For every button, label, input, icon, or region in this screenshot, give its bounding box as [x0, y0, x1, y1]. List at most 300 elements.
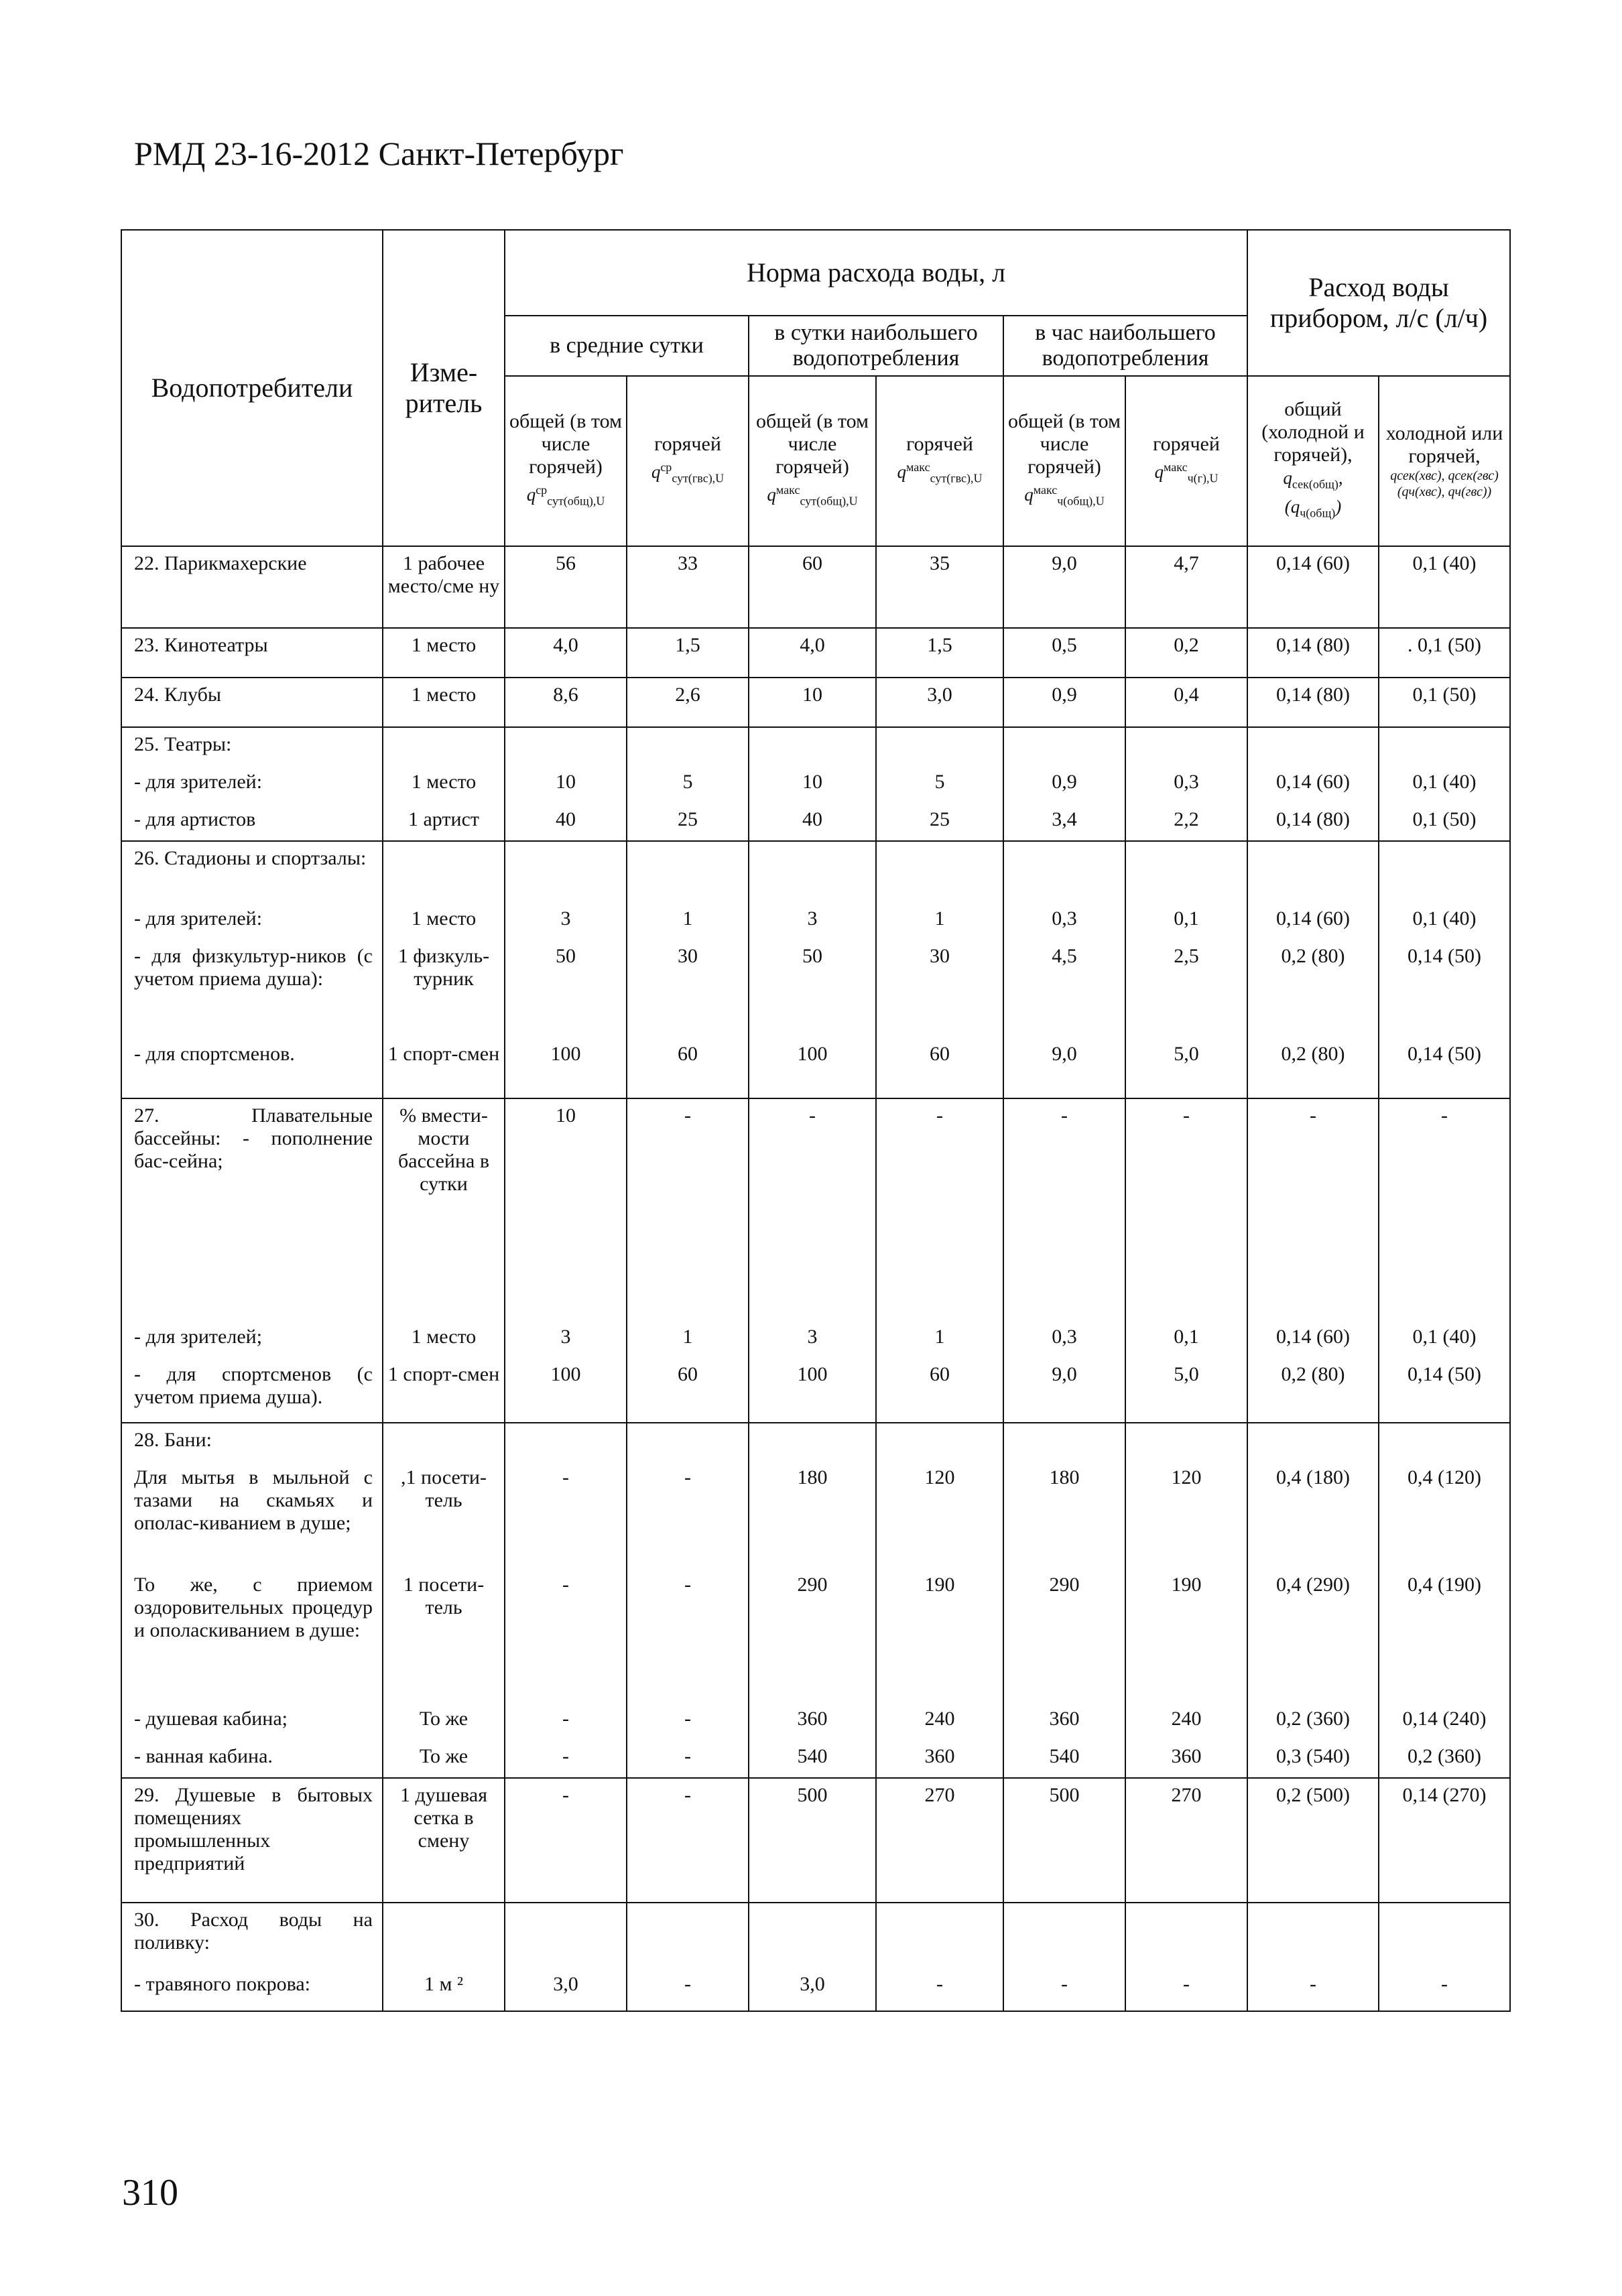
cell-line — [1004, 842, 1125, 902]
cell-line: 0,2 (360) — [1276, 1708, 1350, 1730]
consumer-cell — [121, 727, 383, 841]
value-cell — [1125, 628, 1247, 678]
cell-line: 10 — [556, 1104, 576, 1127]
cell-line: 500 — [797, 1784, 828, 1806]
cell-line: 0,1 — [1174, 1326, 1199, 1348]
cell-line — [505, 842, 626, 902]
cell-line: 24. Клубы — [134, 684, 222, 706]
cell-line: 1 физкуль-турник — [397, 945, 490, 990]
cell-line: - — [562, 1466, 569, 1488]
cell-line: 25. Театры: — [134, 733, 232, 755]
cell-line — [877, 1903, 1003, 1968]
cell-line — [1379, 1423, 1509, 1461]
consumer-cell — [121, 1098, 383, 1423]
value-cell — [1125, 678, 1247, 727]
cell-line: 0,3 (540) — [1276, 1745, 1350, 1767]
col-hour-total: общей (в том числе горячей) $q^{макс}_{ч(общ),U}$ — [1003, 376, 1125, 546]
cell-line: 100 — [797, 1043, 828, 1065]
cell-line: 240 — [924, 1708, 955, 1730]
cell-line — [877, 1423, 1003, 1461]
cell-line: 0,1 (50) — [1412, 684, 1477, 706]
value-cell — [1003, 727, 1125, 841]
col-unit: Изме-ритель — [383, 230, 505, 546]
cell-line: То же, с приемом оздоровительных процедур и ополаскиванием в душе: — [134, 1574, 373, 1641]
cell-line: 1 посети-тель — [403, 1574, 485, 1618]
cell-line: 10 — [802, 771, 822, 793]
cell-line — [1004, 728, 1125, 765]
cell-line: - — [684, 1973, 691, 1995]
cell-line — [1379, 1903, 1509, 1968]
value-cell — [505, 841, 627, 1098]
cell-line: - — [936, 1973, 943, 1995]
cell-line: 0,1 (40) — [1412, 552, 1477, 574]
cell-line: 0,4 (190) — [1408, 1574, 1481, 1596]
value-cell — [1247, 678, 1379, 727]
cell-line: 4,5 — [1052, 945, 1077, 967]
consumer-cell — [121, 628, 383, 678]
table-row — [121, 546, 1510, 628]
value-cell — [1003, 1778, 1125, 1903]
cell-line: 3 — [807, 907, 818, 930]
col-avg-day: в средние сутки — [505, 316, 749, 376]
cell-line: 10 — [802, 684, 822, 706]
cell-line: 270 — [924, 1784, 955, 1806]
value-cell — [1003, 678, 1125, 727]
symbol: $q^{макс}_{сут(общ),U}$ — [767, 483, 858, 508]
value-cell — [1379, 1098, 1510, 1423]
cell-line: - — [562, 1784, 569, 1806]
cell-line: 0,2 (360) — [1408, 1745, 1481, 1767]
value-cell — [749, 546, 876, 628]
cell-line — [1004, 1423, 1125, 1461]
table-row — [121, 678, 1510, 727]
cell-line: 35 — [930, 552, 950, 574]
value-cell — [1125, 1778, 1247, 1903]
cell-line: 0,9 — [1052, 684, 1077, 706]
unit-cell — [383, 1423, 505, 1778]
cell-line: 0,4 (290) — [1276, 1574, 1350, 1596]
cell-line — [877, 728, 1003, 765]
value-cell — [749, 1098, 876, 1423]
cell-line — [749, 842, 875, 902]
cell-line: 360 — [1171, 1745, 1202, 1767]
cell-line: 0,3 — [1052, 1326, 1077, 1348]
cell-line: - для зрителей: — [134, 771, 263, 793]
value-cell — [505, 1423, 627, 1778]
value-cell — [1125, 1423, 1247, 1778]
cell-line: 360 — [1049, 1708, 1080, 1730]
cell-line: - — [809, 1104, 816, 1127]
cell-line: 360 — [924, 1745, 955, 1767]
cell-line — [1126, 1903, 1247, 1968]
cell-line: 1,5 — [675, 634, 700, 656]
cell-line: 60 — [802, 552, 822, 574]
symbol: $q^{ср}_{сут(гвс),U}$ — [651, 460, 725, 485]
cell-line: 360 — [797, 1708, 828, 1730]
cell-line: - — [1310, 1973, 1317, 1995]
consumer-cell — [121, 841, 383, 1098]
cell-line: - — [1441, 1104, 1448, 1127]
value-cell — [1003, 628, 1125, 678]
cell-line: 2,5 — [1174, 945, 1199, 967]
cell-line: - — [684, 1745, 691, 1767]
cell-line: Для мытья в мыльной с тазами на скамьях и ополас-киванием в душе; — [134, 1466, 373, 1534]
cell-line: 1 спорт-смен — [387, 1363, 500, 1385]
value-cell — [1003, 1903, 1125, 2011]
cell-line — [1379, 728, 1509, 765]
cell-line: 0,2 — [1174, 634, 1199, 656]
value-cell — [1247, 628, 1379, 678]
cell-line: То же — [419, 1708, 469, 1730]
cell-line: - — [1061, 1973, 1068, 1995]
value-cell — [505, 1903, 627, 2011]
unit-cell — [383, 628, 505, 678]
cell-line — [1126, 842, 1247, 902]
unit-cell — [383, 1098, 505, 1423]
cell-line: 0,1 — [1174, 907, 1199, 930]
value-cell — [876, 1423, 1003, 1778]
value-cell — [1379, 546, 1510, 628]
cell-line: 2,6 — [675, 684, 700, 706]
cell-line: 0,1 (40) — [1412, 907, 1477, 930]
cell-line: - — [1183, 1973, 1190, 1995]
value-cell — [1379, 1903, 1510, 2011]
cell-line: 9,0 — [1052, 1043, 1077, 1065]
cell-line — [505, 1903, 626, 1968]
cell-line — [1379, 842, 1509, 902]
cell-line — [1126, 728, 1247, 765]
cell-line: 190 — [1171, 1574, 1202, 1596]
value-cell — [1247, 1903, 1379, 2011]
unit-cell — [383, 546, 505, 628]
cell-line: 270 — [1171, 1784, 1202, 1806]
value-cell — [1379, 678, 1510, 727]
cell-line: 5 — [934, 771, 945, 793]
cell-line: 100 — [550, 1363, 581, 1385]
cell-line: - для артистов — [134, 808, 256, 830]
cell-line: 120 — [1171, 1466, 1202, 1488]
cell-line: 190 — [924, 1574, 955, 1596]
cell-line: 1 душевая сетка в смену — [399, 1784, 488, 1852]
cell-line: - — [684, 1104, 691, 1127]
cell-line: 540 — [797, 1745, 828, 1767]
cell-line: 1 место — [411, 684, 477, 706]
table-body — [121, 546, 1510, 2011]
value-cell — [749, 678, 876, 727]
cell-line: 25 — [678, 808, 698, 830]
cell-line: 0,5 — [1052, 634, 1077, 656]
value-cell — [627, 1098, 749, 1423]
cell-line: 240 — [1171, 1708, 1202, 1730]
unit-cell — [383, 841, 505, 1098]
cell-line: 23. Кинотеатры — [134, 634, 268, 656]
cell-line: 180 — [797, 1466, 828, 1488]
cell-line: 0,14 (80) — [1276, 684, 1350, 706]
table-row — [121, 1903, 1510, 2011]
value-cell — [627, 841, 749, 1098]
value-cell — [1003, 546, 1125, 628]
cell-line: 0,14 (270) — [1402, 1784, 1487, 1806]
cell-line: 3 — [807, 1326, 818, 1348]
value-cell — [1125, 546, 1247, 628]
cell-line: - травяного покрова: — [134, 1973, 311, 1995]
cell-line: - для зрителей: — [134, 907, 263, 930]
cell-line — [1248, 1903, 1378, 1968]
cell-line: 0,4 — [1174, 684, 1199, 706]
unit-cell — [383, 1778, 505, 1903]
cell-line: - ванная кабина. — [134, 1745, 273, 1767]
value-cell — [876, 841, 1003, 1098]
value-cell — [749, 1778, 876, 1903]
cell-line: 540 — [1049, 1745, 1080, 1767]
cell-line: 0,14 (80) — [1276, 634, 1350, 656]
cell-line: - — [684, 1784, 691, 1806]
value-cell — [749, 1423, 876, 1778]
value-cell — [876, 678, 1003, 727]
cell-line: - душевая кабина; — [134, 1708, 288, 1730]
cell-line: 290 — [797, 1574, 828, 1596]
cell-line: 1 — [682, 1326, 693, 1348]
cell-line: 5,0 — [1174, 1043, 1199, 1065]
cell-line: То же — [419, 1745, 469, 1767]
cell-line: 0,14 (60) — [1276, 552, 1350, 574]
cell-line: 180 — [1049, 1466, 1080, 1488]
value-cell — [1247, 1778, 1379, 1903]
consumer-cell — [121, 678, 383, 727]
cell-line: 0,14 (50) — [1408, 1363, 1481, 1385]
cell-line: - — [562, 1708, 569, 1730]
symbol: $q^{макс}_{ч(общ),U}$ — [1024, 483, 1105, 508]
cell-line: 1 — [682, 907, 693, 930]
cell-line: 1,5 — [927, 634, 952, 656]
cell-line: 29. Душевые в бытовых помещениях промышленных предприятий — [134, 1784, 373, 1874]
running-head: РМД 23-16-2012 Санкт-Петербург — [134, 135, 624, 172]
cell-line: 500 — [1049, 1784, 1080, 1806]
cell-line: % вмести-мости бассейна в сутки — [398, 1104, 489, 1195]
value-cell — [1125, 841, 1247, 1098]
cell-line: 4,0 — [800, 634, 825, 656]
cell-line: 25 — [930, 808, 950, 830]
cell-line — [749, 1423, 875, 1461]
value-cell — [505, 546, 627, 628]
value-cell — [876, 546, 1003, 628]
symbol: (qч(хвс), qч(гвс)) — [1397, 485, 1492, 499]
value-cell — [505, 628, 627, 678]
symbol: $q^{макс}_{ч(г),U}$ — [1154, 460, 1219, 485]
cell-line: 60 — [930, 1043, 950, 1065]
value-cell — [627, 1423, 749, 1778]
cell-line: 0,2 (80) — [1281, 1363, 1345, 1385]
unit-cell — [383, 678, 505, 727]
cell-line: 120 — [924, 1466, 955, 1488]
cell-line — [383, 1903, 504, 1968]
cell-line — [749, 728, 875, 765]
col-day-hot: горячей $q^{макс}_{сут(гвс),U}$ — [876, 376, 1003, 546]
cell-line: 56 — [556, 552, 576, 574]
cell-line: 3 — [560, 1326, 571, 1348]
cell-line: 1 артист — [408, 808, 479, 830]
cell-line: 0,14 (60) — [1276, 907, 1350, 930]
symbol: $(q_{ч(общ)})$ — [1284, 497, 1342, 520]
cell-line: 4,7 — [1174, 552, 1199, 574]
cell-line — [1126, 1423, 1247, 1461]
value-cell — [1247, 1098, 1379, 1423]
value-cell — [876, 1778, 1003, 1903]
cell-line: 0,14 (50) — [1408, 1043, 1481, 1065]
cell-line — [505, 728, 626, 765]
table-row — [121, 1778, 1510, 1903]
cell-line: 3,0 — [800, 1973, 825, 1995]
value-cell — [505, 1098, 627, 1423]
cell-line: - — [684, 1708, 691, 1730]
water-norms-table — [121, 229, 1511, 2012]
cell-line: 0,9 — [1052, 771, 1077, 793]
value-cell — [627, 727, 749, 841]
cell-line: 60 — [678, 1043, 698, 1065]
cell-line: 9,0 — [1052, 552, 1077, 574]
value-cell — [1379, 1423, 1510, 1778]
cell-line: 0,4 (180) — [1276, 1466, 1350, 1488]
value-cell — [1003, 1098, 1125, 1423]
col-device-total: общий (холодной и горячей), $q_{сек(общ)}$, $(q_{ч(общ)})$ — [1247, 376, 1379, 546]
value-cell — [627, 1778, 749, 1903]
cell-line: 40 — [556, 808, 576, 830]
value-cell — [749, 841, 876, 1098]
cell-line: 0,14 (60) — [1276, 771, 1350, 793]
cell-line: - — [684, 1466, 691, 1488]
value-cell — [1125, 1903, 1247, 2011]
cell-line: 40 — [802, 808, 822, 830]
cell-line — [627, 1903, 748, 1968]
cell-line: 1 место — [411, 1326, 477, 1348]
cell-line — [1248, 842, 1378, 902]
value-cell — [1125, 727, 1247, 841]
value-cell — [627, 1903, 749, 2011]
table-row — [121, 841, 1510, 1098]
table-row — [121, 727, 1510, 841]
consumer-cell — [121, 1778, 383, 1903]
cell-line: 0,3 — [1174, 771, 1199, 793]
value-cell — [1003, 1423, 1125, 1778]
cell-line: 10 — [556, 771, 576, 793]
cell-line: 1 место — [411, 771, 477, 793]
cell-line: 100 — [797, 1363, 828, 1385]
cell-line: 0,14 (240) — [1402, 1708, 1487, 1730]
cell-line: - — [684, 1574, 691, 1596]
value-cell — [627, 628, 749, 678]
value-cell — [1247, 727, 1379, 841]
cell-line: 8,6 — [553, 684, 578, 706]
cell-line: 5 — [682, 771, 693, 793]
table-row — [121, 1423, 1510, 1778]
col-day-total: общей (в том числе горячей) $q^{макс}_{сут(общ),U}$ — [749, 376, 876, 546]
cell-line: 60 — [930, 1363, 950, 1385]
cell-line: 0,3 — [1052, 907, 1077, 930]
cell-line: 0,4 (120) — [1408, 1466, 1481, 1488]
value-cell — [749, 628, 876, 678]
cell-line: 0,14 (80) — [1276, 808, 1350, 830]
cell-line — [627, 1423, 748, 1461]
cell-line — [383, 842, 504, 902]
cell-line: - — [1183, 1104, 1190, 1127]
value-cell — [1379, 841, 1510, 1098]
value-cell — [1125, 1098, 1247, 1423]
value-cell — [876, 1098, 1003, 1423]
cell-line: 30 — [930, 945, 950, 967]
col-device-flow: Расход воды прибором, л/с (л/ч) — [1247, 230, 1510, 376]
col-hour-hot: горячей $q^{макс}_{ч(г),U}$ — [1125, 376, 1247, 546]
col-device-cold: холодной или горячей, qсек(хвс), qсек(гвс) (qч(хвс), qч(гвс)) — [1379, 376, 1510, 546]
value-cell — [1003, 841, 1125, 1098]
cell-line: - — [1061, 1104, 1068, 1127]
table-row — [121, 1098, 1510, 1423]
value-cell — [1247, 546, 1379, 628]
value-cell — [1247, 841, 1379, 1098]
consumer-cell — [121, 546, 383, 628]
value-cell — [876, 628, 1003, 678]
value-cell — [876, 1903, 1003, 2011]
cell-line: 30 — [678, 945, 698, 967]
value-cell — [627, 678, 749, 727]
unit-cell — [383, 727, 505, 841]
cell-line: 9,0 — [1052, 1363, 1077, 1385]
value-cell — [505, 1778, 627, 1903]
cell-line — [627, 842, 748, 902]
cell-line: - — [1310, 1104, 1317, 1127]
cell-line: 3,4 — [1052, 808, 1077, 830]
cell-line: 3,0 — [553, 1973, 578, 1995]
symbol: qсек(хвс), qсек(гвс) — [1390, 468, 1499, 483]
cell-line: 1 м ² — [424, 1973, 463, 1995]
value-cell — [1379, 1778, 1510, 1903]
value-cell — [749, 1903, 876, 2011]
cell-line: 1 рабочее место/сме ну — [387, 552, 500, 597]
cell-line: 0,2 (500) — [1276, 1784, 1350, 1806]
symbol: $q^{ср}_{сут(общ),U}$ — [526, 483, 605, 508]
cell-line — [383, 1423, 504, 1461]
cell-line: - для зрителей; — [134, 1326, 263, 1348]
cell-line: 26. Стадионы и спортзалы: — [134, 847, 367, 869]
cell-line: 2,2 — [1174, 808, 1199, 830]
cell-line: 30. Расход воды на поливку: — [134, 1909, 373, 1954]
cell-line: - для физкультур-ников (с учетом приема душа): — [134, 945, 373, 990]
symbol: $q^{макс}_{сут(гвс),U}$ — [897, 460, 983, 485]
cell-line — [877, 842, 1003, 902]
consumer-cell — [121, 1903, 383, 2011]
cell-line: 27. Плавательные бассейны: - пополнение бас-сейна; — [134, 1104, 373, 1172]
col-max-day: в сутки наибольшего водопотребления — [749, 316, 1003, 376]
value-cell — [1379, 727, 1510, 841]
cell-line: 1 — [934, 907, 945, 930]
cell-line — [627, 728, 748, 765]
unit-cell — [383, 1903, 505, 2011]
cell-line: - для спортсменов (с учетом приема душа). — [134, 1363, 373, 1408]
cell-line: 290 — [1049, 1574, 1080, 1596]
cell-line: 0,1 (50) — [1412, 808, 1477, 830]
cell-line: - для спортсменов. — [134, 1043, 295, 1065]
cell-line — [749, 1903, 875, 1968]
col-avg-hot: горячей $q^{ср}_{сут(гвс),U}$ — [627, 376, 749, 546]
cell-line: - — [562, 1745, 569, 1767]
cell-line: 1 место — [411, 907, 477, 930]
symbol: $q_{сек(общ)}$, — [1283, 467, 1343, 491]
cell-line — [1248, 1423, 1378, 1461]
col-avg-total: общей (в том числе горячей) $q^{ср}_{сут(общ),U}$ — [505, 376, 627, 546]
cell-line: 22. Парикмахерские — [134, 552, 307, 574]
cell-line: 0,1 (40) — [1412, 1326, 1477, 1348]
table-row — [121, 628, 1510, 678]
cell-line: 33 — [678, 552, 698, 574]
